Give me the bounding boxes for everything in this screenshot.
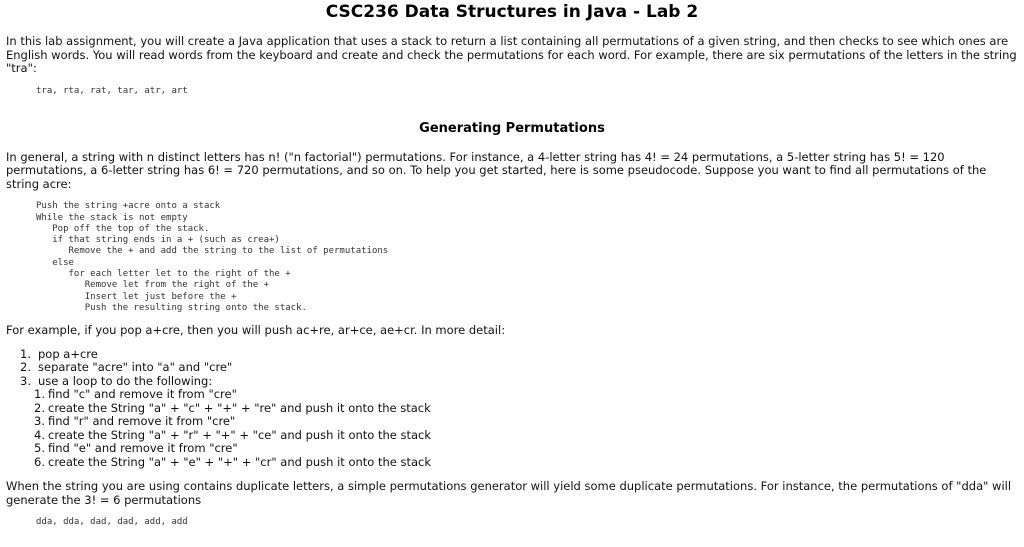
list-item bbox=[20, 348, 1018, 362]
pseudocode-line: if that string ends in a + (such as crea+) bbox=[36, 235, 280, 246]
intro-paragraph: In this lab assignment, you will create a Java application that uses a stack to return a list containing all permutations of a given string, and then checks to see which ones are English words. You will read words from the keyboard and create and check the permutations for each word. For example, there are six permutations of the letters in the string "tra": bbox=[6, 34, 1017, 75]
list-text: create the String "a" + "c" + "+" + "re" and push it onto the stack bbox=[48, 400, 431, 415]
list-item bbox=[34, 402, 1018, 416]
example-permutations-dda: dda, dda, dad, dad, add, add bbox=[36, 517, 188, 528]
list-text: use a loop to do the following: bbox=[38, 373, 213, 388]
example-permutations-tra: tra, rta, rat, tar, atr, art bbox=[36, 85, 188, 96]
list-item bbox=[34, 429, 1018, 443]
pseudocode-block bbox=[6, 201, 1018, 314]
pseudocode-line: Remove let from the right of the + bbox=[36, 280, 269, 291]
list-text: find "c" and remove it from "cre" bbox=[48, 387, 237, 402]
list-number: 4. bbox=[34, 427, 45, 442]
pseudocode-line: Remove the + and add the string to the list of permutations bbox=[36, 246, 389, 257]
example-detail-paragraph: For example, if you pop a+cre, then you will push ac+re, ar+ce, ae+cr. In more detail: bbox=[6, 323, 506, 338]
pseudocode-line: Insert let just before the + bbox=[36, 291, 237, 302]
list-item bbox=[34, 388, 1018, 402]
list-number: 2. bbox=[20, 360, 31, 375]
list-number: 3. bbox=[34, 414, 45, 429]
pseudocode-line: While the stack is not empty bbox=[36, 212, 188, 223]
section-heading: Generating Permutations bbox=[419, 120, 605, 136]
list-item bbox=[34, 442, 1018, 456]
duplicates-paragraph: When the string you are using contains duplicate letters, a simple permutations generator will yield some duplicate permutations. For instance, the permutations of "dda" will generate the 3! = 6 permutations bbox=[6, 479, 1012, 507]
list-text: find "e" and remove it from "cre" bbox=[48, 441, 238, 456]
substeps-list bbox=[34, 388, 1018, 469]
list-text: find "r" and remove it from "cre" bbox=[48, 414, 236, 429]
list-number: 5. bbox=[34, 441, 45, 456]
list-number: 1. bbox=[20, 346, 31, 361]
list-number: 6. bbox=[34, 454, 45, 469]
pseudocode-line: else bbox=[36, 257, 74, 268]
list-number: 1. bbox=[34, 387, 45, 402]
factorial-paragraph: In general, a string with n distinct letters has n! ("n factorial") permutations. For instance, a 4-letter string has 4! = 24 permutations, a 5-letter string has 5! = 120 permutations, a 6-letter string has 6! = 720 permutations, and so on. To help you get started, here is some pseudocode. Suppose you want to find all permutations of the string acre: bbox=[6, 149, 987, 191]
pseudocode-line: Push the resulting string onto the stack. bbox=[36, 302, 307, 313]
list-text: create the String "a" + "r" + "+" + "ce" and push it onto the stack bbox=[48, 427, 432, 442]
list-number: 2. bbox=[34, 400, 45, 415]
pseudocode-line: Push the string +acre onto a stack bbox=[36, 201, 221, 212]
list-number: 3. bbox=[20, 373, 31, 388]
list-text: create the String "a" + "e" + "+" + "cr" and push it onto the stack bbox=[48, 454, 432, 469]
pseudocode-line: for each letter let to the right of the + bbox=[36, 269, 291, 280]
steps-list bbox=[20, 348, 1018, 389]
page-title: CSC236 Data Structures in Java - Lab 2 bbox=[325, 2, 699, 22]
list-item bbox=[20, 375, 1018, 389]
list-text: separate "acre" into "a" and "cre" bbox=[38, 360, 233, 375]
list-item bbox=[34, 456, 1018, 470]
list-item bbox=[20, 361, 1018, 375]
list-text: pop a+cre bbox=[38, 346, 98, 361]
pseudocode-line: Pop off the top of the stack. bbox=[36, 223, 210, 234]
list-item bbox=[34, 415, 1018, 429]
